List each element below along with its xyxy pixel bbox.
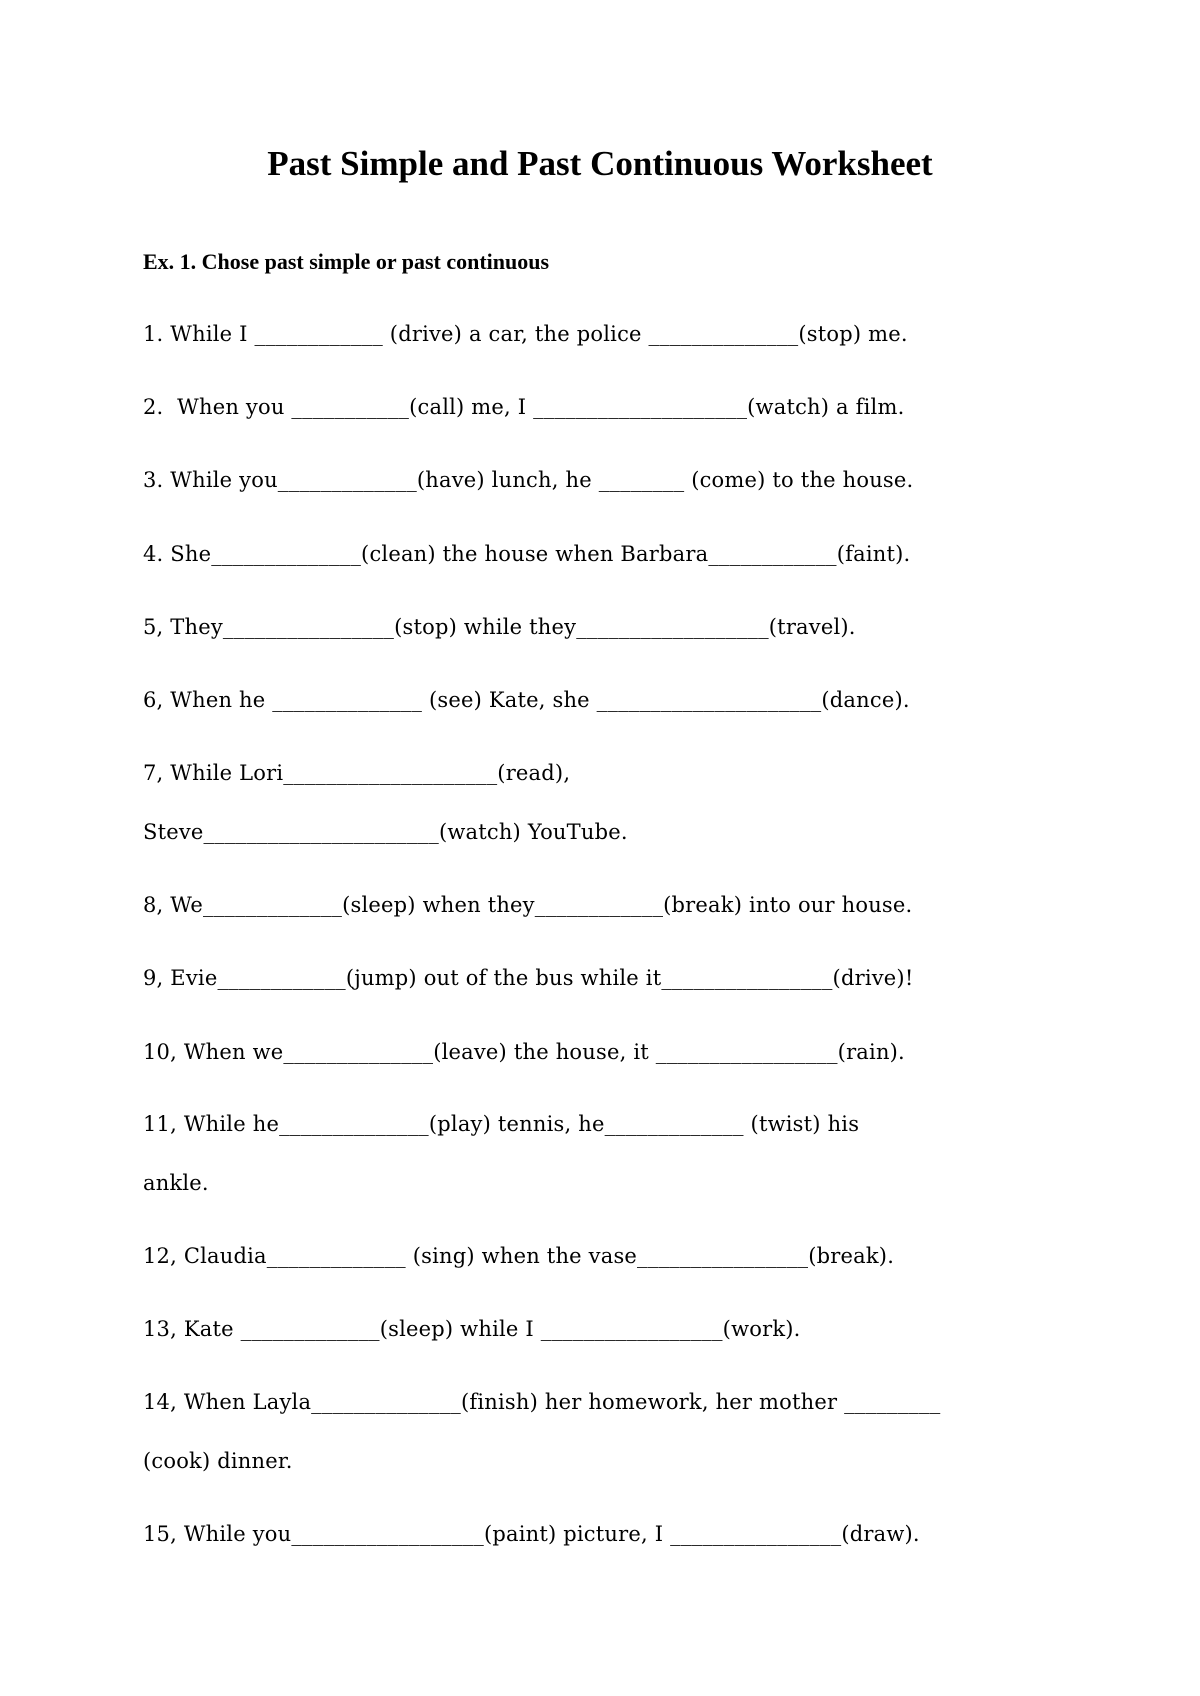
exercise-line-5: 5, They________________(stop) while they__________________(travel). <box>143 615 856 639</box>
exercise-line-3: 3. While you_____________(have) lunch, he ________ (come) to the house. <box>143 468 914 492</box>
exercise-line-9: 9, Evie____________(jump) out of the bus while it________________(drive)! <box>143 966 914 990</box>
exercise-line-14-continued: (cook) dinner. <box>143 1449 293 1473</box>
exercise-line-7-continued: Steve______________________(watch) YouTube. <box>143 820 628 844</box>
exercise-line-7: 7, While Lori____________________(read), <box>143 761 571 785</box>
exercise-line-12: 12, Claudia_____________ (sing) when the vase________________(break). <box>143 1244 895 1268</box>
exercise-line-11: 11, While he______________(play) tennis, he_____________ (twist) his <box>143 1112 860 1136</box>
exercise-line-6: 6, When he ______________ (see) Kate, she _____________________(dance). <box>143 688 910 712</box>
exercise-line-13: 13, Kate _____________(sleep) while I _________________(work). <box>143 1317 801 1341</box>
exercise-line-10: 10, When we______________(leave) the house, it _________________(rain). <box>143 1040 905 1064</box>
worksheet-title: Past Simple and Past Continuous Worksheet <box>267 144 933 183</box>
exercise-line-11-continued: ankle. <box>143 1171 209 1195</box>
exercise-heading: Ex. 1. Chose past simple or past continuous <box>143 249 550 274</box>
exercise-line-14: 14, When Layla______________(finish) her homework, her mother _________ <box>143 1390 941 1414</box>
exercise-line-8: 8, We_____________(sleep) when they____________(break) into our house. <box>143 893 913 917</box>
exercise-line-2: 2. When you ___________(call) me, I ____________________(watch) a film. <box>143 395 905 419</box>
exercise-line-15: 15, While you__________________(paint) picture, I ________________(draw). <box>143 1522 920 1546</box>
exercise-line-1: 1. While I ____________ (drive) a car, the police ______________(stop) me. <box>143 322 908 346</box>
exercise-line-4: 4. She______________(clean) the house when Barbara____________(faint). <box>143 542 911 566</box>
